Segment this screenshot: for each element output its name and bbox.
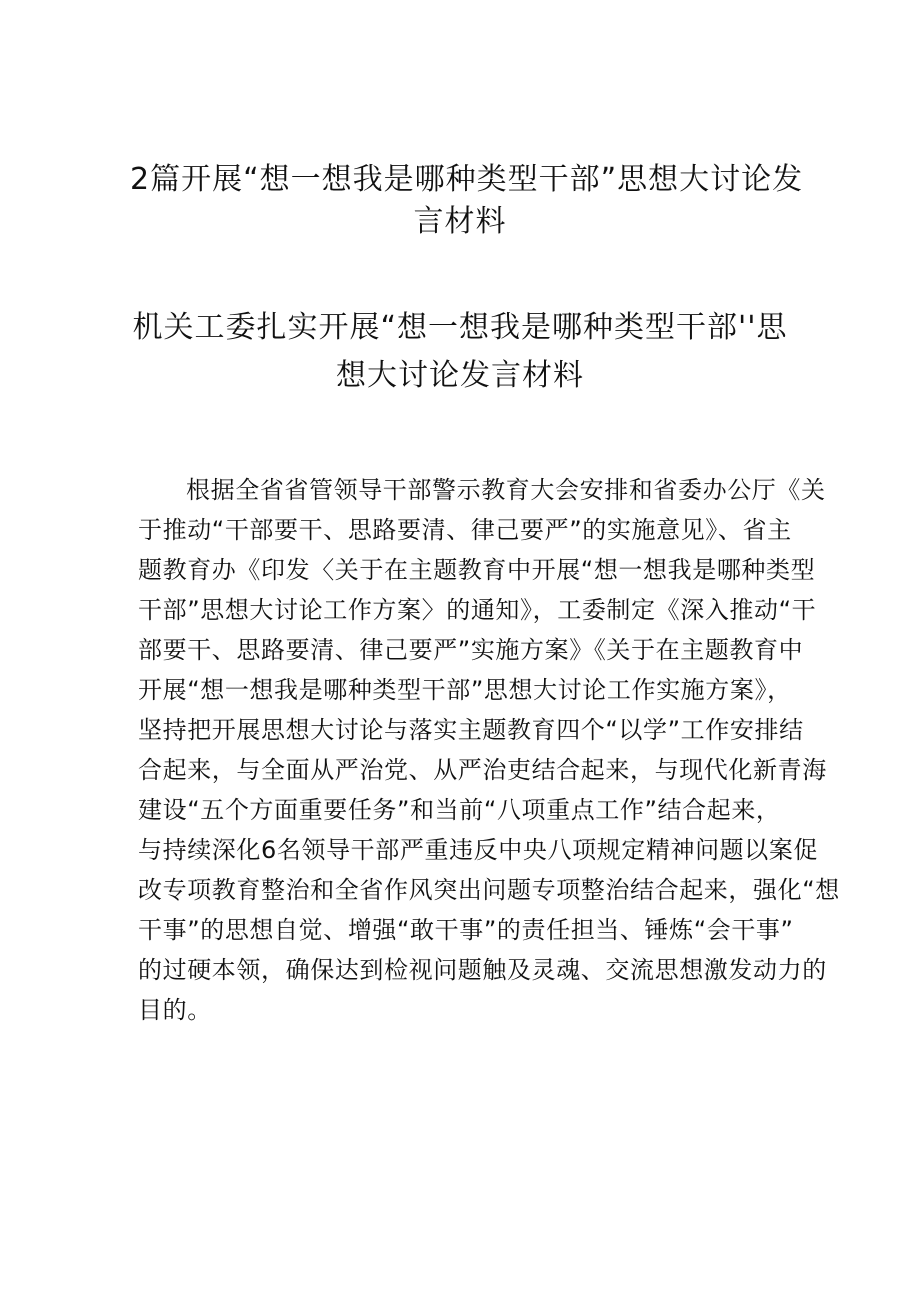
paragraph-line: 的过硬本领，确保达到检视问题触及灵魂、交流思想激发动力的 [138,956,827,984]
paragraph-line: 干部”思想大讨论工作方案〉的通知》，工委制定《深入推动“干 [138,596,817,624]
paragraph-line: 根据全省省管领导干部警示教育大会安排和省委办公厅《关 [186,476,826,504]
main-title [130,160,804,242]
paragraph-line: 坚持把开展思想大讨论与落实主题教育四个“以学”工作安排结 [138,716,804,744]
paragraph-line: 开展“想一想我是哪种类型干部”思想大讨论工作实施方案》， [138,676,792,704]
sub-title-line-1: 机关工委扎实开展“想一想我是哪种类型干部''思 [132,310,788,345]
paragraph-line: 于推动“干部要干、思路要清、律己要严”的实施意见》、省主 [138,516,792,544]
paragraph-line: 改专项教育整治和全省作风突出问题专项整治结合起来，强化“想 [138,876,840,904]
paragraph-line: 建设“五个方面重要任务”和当前“八项重点工作”结合起来， [138,796,781,824]
body-paragraph [138,470,840,1030]
paragraph-line: 干事”的思想自觉、增强“敢干事”的责任担当、锤炼“会干事” [138,916,794,944]
paragraph-line: 目的。 [138,996,212,1024]
main-title-line-2: 言材料 [413,204,507,239]
sub-title-line-2: 想大讨论发言材料 [336,358,584,393]
paragraph-line: 题教育办《印发〈关于在主题教育中开展“想一想我是哪种类型 [138,556,816,584]
sub-title [130,308,790,396]
paragraph-line: 与持续深化6名领导干部严重违反中央八项规定精神问题以案促 [138,836,819,864]
main-title-line-1: 2篇开展“想一想我是哪种类型干部”思想大讨论发 [130,162,804,197]
paragraph-line: 合起来，与全面从严治党、从严治吏结合起来，与现代化新青海 [138,756,827,784]
paragraph-line: 部要干、思路要清、律己要严”实施方案》《关于在主题教育中 [138,636,804,664]
